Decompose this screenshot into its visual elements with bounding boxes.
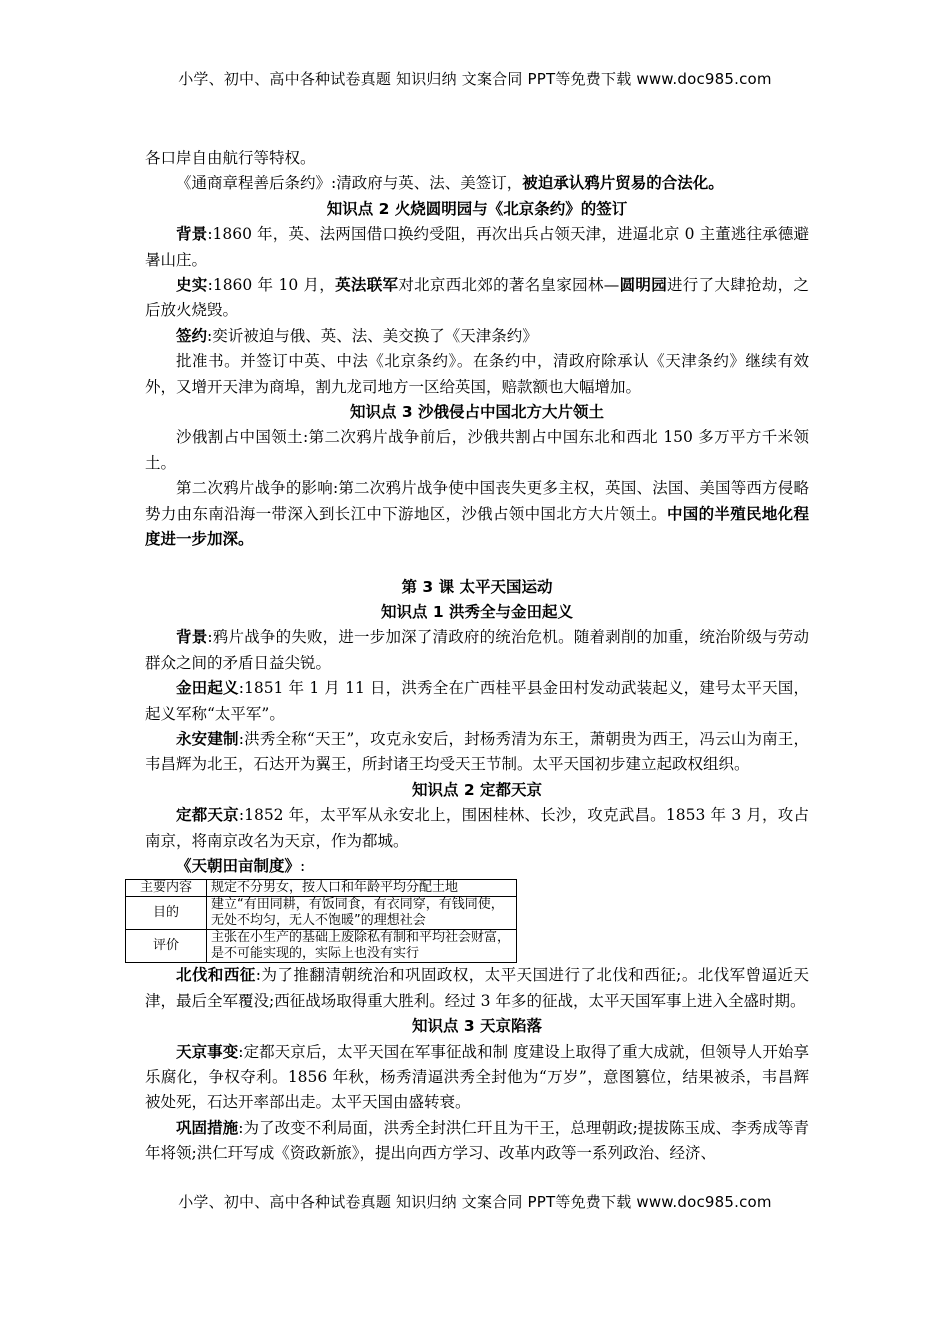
document-body (139, 146, 809, 1167)
paragraph-intro: 各口岸自由航行等特权。 (145, 149, 316, 167)
paragraph-russia: 沙俄割占中国领土:第二次鸦片战争前后，沙俄共割占中国东北和西北 150 多万平方千米领土。 (145, 428, 809, 472)
paragraph-capital: 定都天京:1852 年，太平军从永安北上，围困桂林、长沙，攻克武昌。1853 年 3 月，攻占南京，将南京改名为天京，作为都城。 (145, 806, 809, 850)
paragraph-background-2: 背景:鸦片战争的失败，进一步加深了清政府的统治危机。随着剥削的加重，统治阶级与劳动群众之间的矛盾日益尖锐。 (145, 628, 809, 672)
table-row (126, 930, 517, 963)
land-system-table (125, 879, 517, 963)
heading-kp2: 知识点 2 火烧圆明园与《北京条约》的签订 (326, 199, 628, 218)
heading-lesson3-kp3: 知识点 3 天京陷落 (411, 1017, 543, 1036)
heading-lesson3-kp2: 知识点 2 定都天京 (411, 780, 543, 799)
paragraph-jintian: 金田起义:1851 年 1 月 11 日，洪秀全在广西桂平县金田村发动武装起义，建号太平天国，起义军称“太平军”。 (145, 679, 809, 723)
paragraph-ratification: 批准书。并签订中英、中法《北京条约》。在条约中，清政府除承认《天津条约》继续有效外，又增开天津为商埠，割九龙司地方一区给英国，赔款额也大幅增加。 (145, 352, 809, 396)
paragraph-signing: 签约:奕䜣被迫与俄、英、法、美交换了《天津条约》 (176, 326, 538, 345)
paragraph-consolidation: 巩固措施:为了改变不利局面，洪秀全封洪仁玕且为干王，总理朝政;提拔陈玉成、李秀成等青年将领;洪仁玕写成《资政新旅》，提出向西方学习、改革内政等一系列政治、经济、 (145, 1118, 809, 1163)
paragraph-background: 背景:1860 年，英、法两国借口换约受阻，再次出兵占领天津，进逼北京 0 主董逃往承德避暑山庄。 (145, 225, 809, 269)
paragraph-facts: 史实:1860 年 10 月，英法联军对北京西北郊的著名皇家园林—圆明园进行了大肆抢劫，之后放火烧毁。 (145, 276, 809, 320)
spacer (145, 553, 809, 575)
table-title: 《天朝田亩制度》: (176, 856, 306, 875)
table-cell-key: 主要内容 (126, 880, 207, 897)
paragraph-tongshang: 《通商章程善后条约》:清政府与英、法、美签订，被迫承认鸦片贸易的合法化。 (176, 174, 724, 193)
page-footer: 小学、初中、高中各种试卷真题 知识归纳 文案合同 PPT等免费下载 www.doc985.com (178, 1193, 772, 1211)
paragraph-impact: 第二次鸦片战争的影响:第二次鸦片战争使中国丧失更多主权，英国、法国、美国等西方侵略势力由东南沿海一带深入到长江中下游地区，沙俄占领中国北方大片领土。中国的半殖民地化程度进一步加深。 (145, 479, 809, 549)
heading-lesson3-kp1: 知识点 1 洪秀全与金田起义 (380, 602, 574, 621)
table-row (126, 897, 517, 930)
table-cell-value: 建立“有田同耕，有饭同食，有衣同穿，有钱同使，无处不均匀，无人不饱暖”的理想社会 (207, 897, 517, 930)
table-row (126, 880, 517, 897)
paragraph-tianjing-incident: 天京事变:定都天京后，太平天国在军事征战和制 度建设上取得了重大成就，但领导人开始享乐腐化，争权夺利。1856 年秋，杨秀清逼洪秀全封他为“万岁”，意图篡位，结果被杀，韦昌辉被处死，石达开率部出走。太平天国由盛转衰。 (145, 1042, 809, 1112)
table-cell-key: 评价 (126, 930, 207, 963)
table-cell-key: 目的 (126, 897, 207, 930)
table-cell-value: 规定不分男女，按人口和年龄平均分配土地 (207, 880, 517, 897)
paragraph-northern-expedition: 北伐和西征:为了推翻清朝统治和巩固政权，太平天国进行了北伐和西征;。北伐军曾逼近天津，最后全军覆没;西征战场取得重大胜利。经过 3 年多的征战，太平天国军事上进入全盛时期。 (145, 966, 809, 1010)
table-cell-value: 主张在小生产的基础上废除私有制和平均社会财富，是不可能实现的，实际上也没有实行 (207, 930, 517, 963)
page-header: 小学、初中、高中各种试卷真题 知识归纳 文案合同 PPT等免费下载 www.doc985.com (178, 70, 772, 88)
paragraph-yongan: 永安建制:洪秀全称“天王”，攻克永安后，封杨秀清为东王，萧朝贵为西王，冯云山为南王，韦昌辉为北王，石达开为翼王，所封诸王均受天王节制。太平天国初步建立起政权组织。 (145, 729, 809, 774)
heading-kp3: 知识点 3 沙俄侵占中国北方大片领土 (349, 403, 605, 422)
heading-lesson3: 第 3 课 太平天国运动 (401, 577, 553, 596)
